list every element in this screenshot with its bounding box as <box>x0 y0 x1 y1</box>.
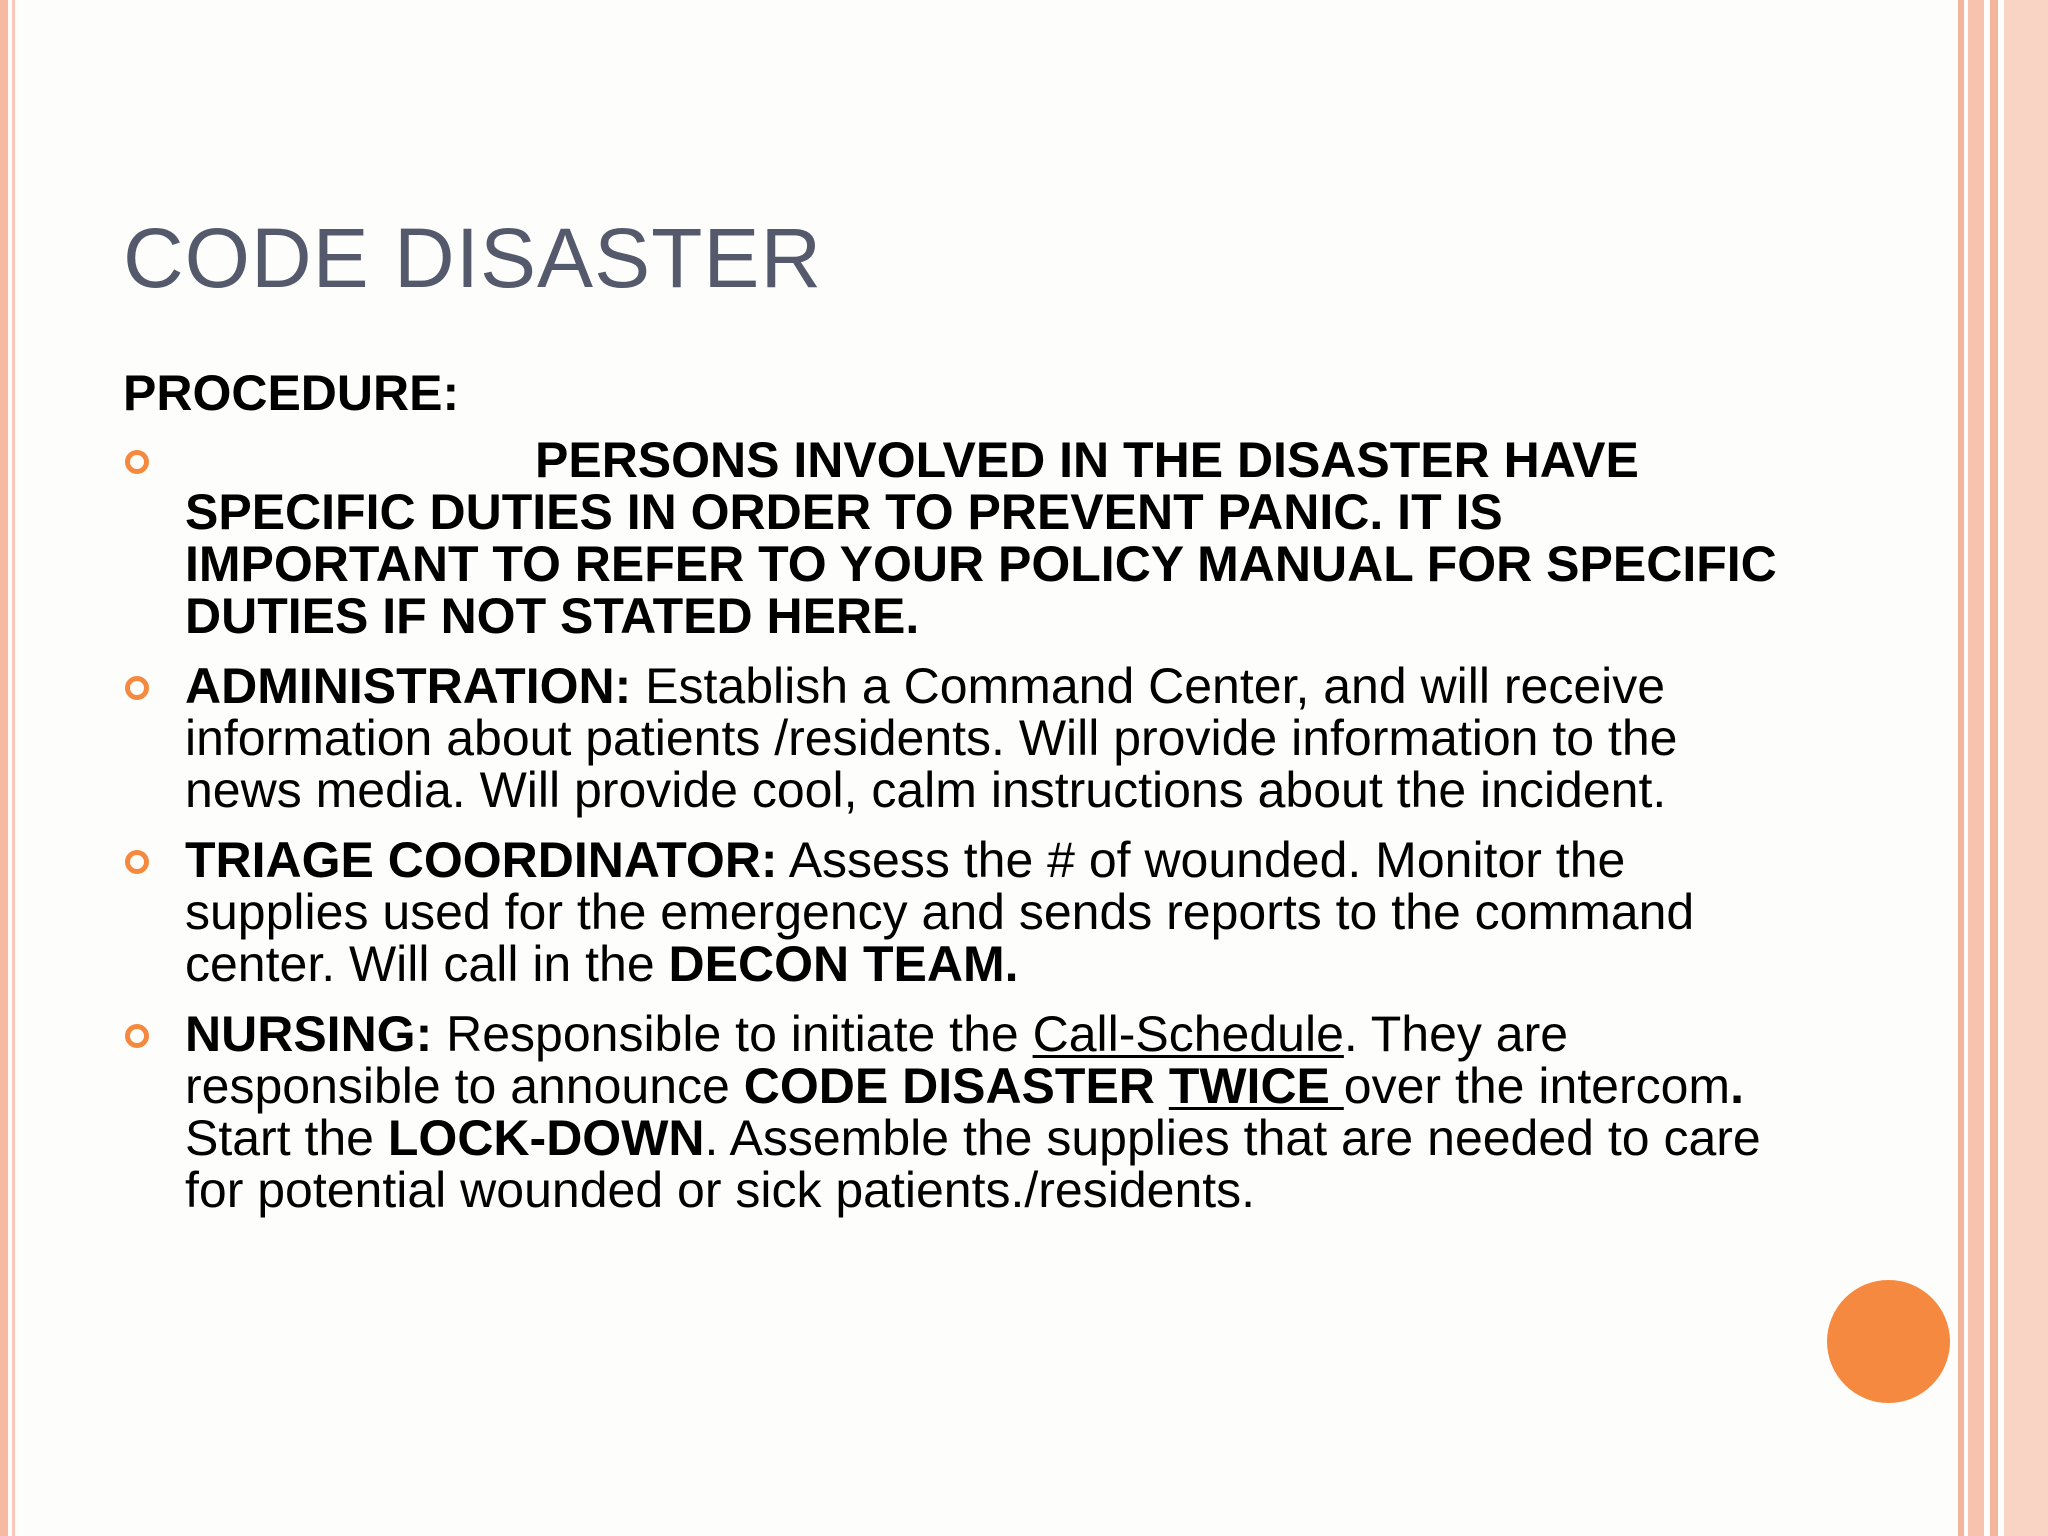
bullet-text: Responsible to initiate the <box>432 1006 1033 1062</box>
orange-circle-decoration <box>1827 1280 1950 1403</box>
left-border-stripe-thin <box>12 0 15 1536</box>
right-border-stripe <box>2004 0 2048 1536</box>
procedure-heading: PROCEDURE: <box>123 365 460 421</box>
bullet-item-nursing <box>123 1008 1783 1216</box>
right-border-stripe <box>1990 0 1998 1536</box>
bullet-role-label: TRIAGE COORDINATOR: <box>185 832 778 888</box>
code-disaster-text: CODE DISASTER <box>743 1058 1169 1114</box>
bullet-text: Assess the # of wounded. Monitor the supplies used for the emergency and sends reports to the command center. Will call in the <box>185 832 1695 992</box>
slide-title: CODE DISASTER <box>123 211 823 305</box>
call-schedule-link[interactable]: Call-Schedule <box>1032 1006 1344 1062</box>
ring-bullet-icon <box>125 1024 149 1048</box>
left-border-stripe <box>0 0 8 1536</box>
right-border-stripe <box>1958 0 1964 1536</box>
right-border-stripe <box>1968 0 1984 1536</box>
bullet-text: . Assemble the supplies that are needed to care for potential wounded or sick patients./residents. <box>185 1110 1761 1218</box>
bullet-role-label: ADMINISTRATION: <box>185 658 632 714</box>
bullet-item-triage-coordinator <box>123 834 1783 990</box>
bullet-text: Establish a Command Center, and will receive information about patients /residents. Will provide information to the news media. Will provide cool, calm instructions about the incident. <box>185 658 1678 818</box>
bullet-item-administration <box>123 660 1783 816</box>
bullet-role-label: NURSING: <box>185 1006 433 1062</box>
decon-team-text: DECON TEAM. <box>668 936 1019 992</box>
ring-bullet-icon <box>125 676 149 700</box>
bullet-item-persons-involved <box>123 434 1783 642</box>
ring-bullet-icon <box>125 850 149 874</box>
lock-down-text: LOCK-DOWN <box>387 1110 705 1166</box>
ring-bullet-icon <box>125 450 149 474</box>
bullet-list <box>123 434 1783 1234</box>
bullet-text: Start the <box>185 1110 388 1166</box>
twice-text: TWICE <box>1168 1058 1344 1114</box>
bullet-text-bold-period: . <box>1730 1058 1744 1114</box>
bullet-text: . They are responsible to announce <box>185 1006 1569 1114</box>
bullet-bold-text: PERSONS INVOLVED IN THE DISASTER HAVE SPECIFIC DUTIES IN ORDER TO PREVENT PANIC. IT IS IMPORTANT TO REFER TO YOUR POLICY MANUAL FOR SPECIFIC DUTIES IF NOT STATED HERE. <box>185 432 1777 644</box>
bullet-text: over the intercom <box>1343 1058 1731 1114</box>
